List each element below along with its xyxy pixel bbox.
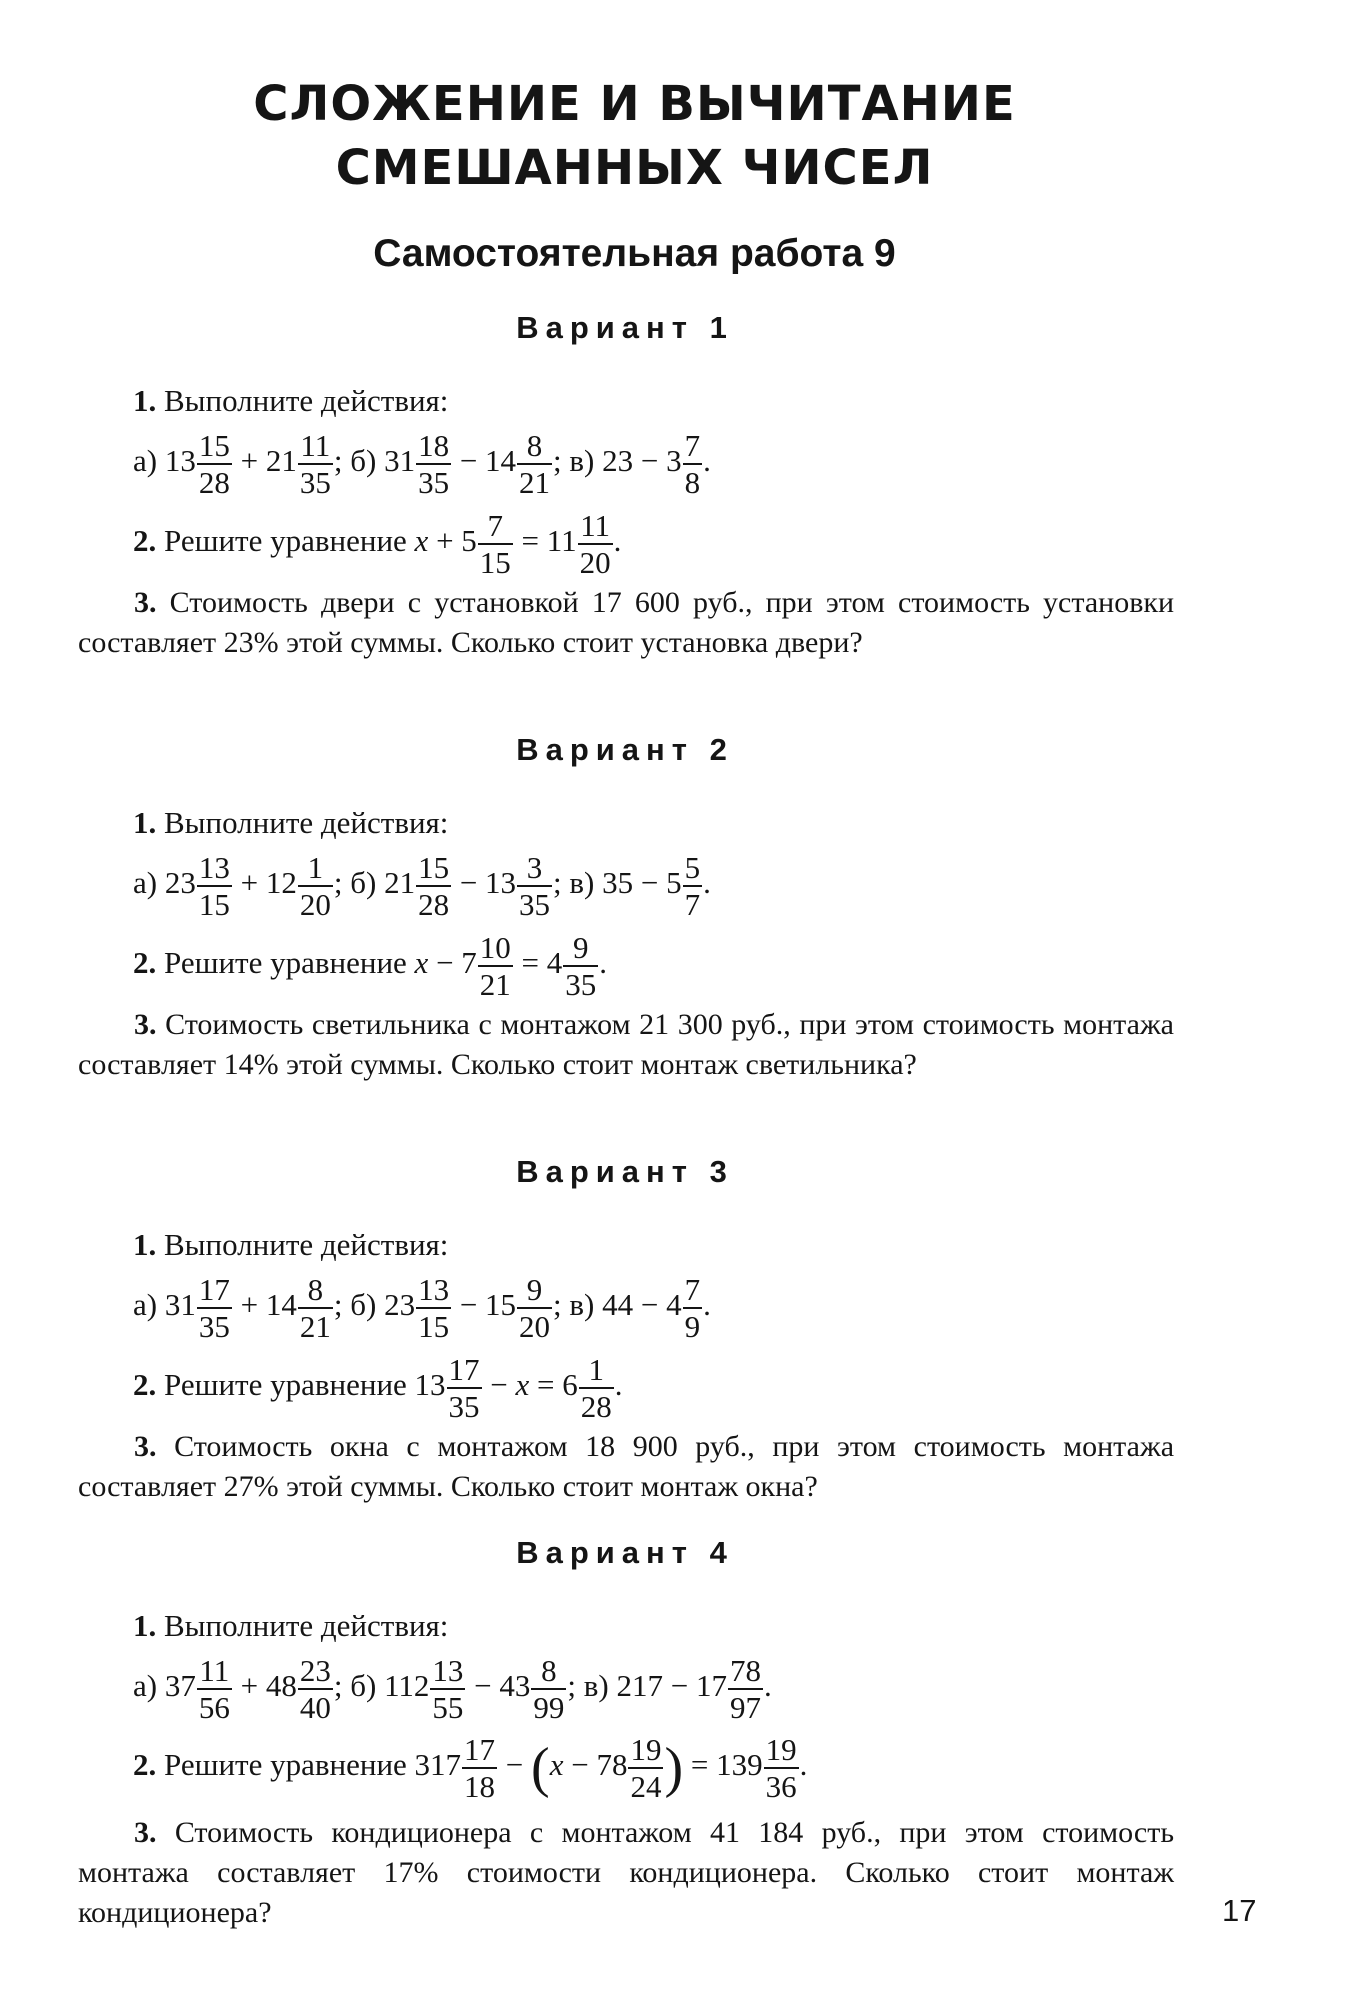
variant-3-task-1-expressions: а) 31 $\frac{17}{35}$ + 14 $\frac{8}{21}$ ; б) 23 $\frac{13}{15}$ − 15 $\frac{9}{20}$ ; в) 44 − 4 $\frac{7}{9}$ . <box>133 1272 711 1344</box>
fraction: $\frac{8}{21}$ <box>299 1272 331 1344</box>
fraction: $\frac{11}{35}$ <box>299 428 331 500</box>
variant-2-task-1-heading: 1. Выполните действия: <box>133 805 449 840</box>
variant-4-task-1-heading: 1. Выполните действия: <box>133 1608 449 1643</box>
fraction: $\frac{15}{28}$ <box>418 850 450 922</box>
variant-3-title: Вариант 3 <box>516 1154 734 1189</box>
variant-2-task-2: 2. Решите уравнение x − 7 $\frac{10}{21}$ = 4 $\frac{9}{35}$ . <box>133 930 608 1002</box>
variant-3-task-1-heading: 1. Выполните действия: <box>133 1227 449 1262</box>
work-title: Самостоятельная работа 9 <box>373 232 896 275</box>
fraction: $\frac{1}{20}$ <box>299 850 331 922</box>
fraction: $\frac{7}{9}$ <box>684 1272 701 1344</box>
chapter-title <box>0 72 1269 200</box>
variant-1-task-3: 3. Стоимость двери с установкой 17 600 руб., при этом стоимость установки составляет 23% этой суммы. Сколько стоит установка двери? <box>78 586 1175 659</box>
fraction: $\frac{9}{20}$ <box>519 1272 551 1344</box>
variant-4-task-1-expressions: а) 37 $\frac{11}{56}$ + 48 $\frac{23}{40}$ ; б) 112 $\frac{13}{55}$ − 43 $\frac{8}{99}$ ; в) 217 − 17 $\frac{78}{97}$ . <box>133 1653 772 1725</box>
fraction: $\frac{3}{35}$ <box>519 850 551 922</box>
fraction: $\frac{78}{97}$ <box>729 1653 761 1725</box>
fraction: $\frac{1}{28}$ <box>580 1352 612 1424</box>
fraction: $\frac{8}{99}$ <box>533 1653 565 1725</box>
fraction: $\frac{13}{15}$ <box>198 850 230 922</box>
variant-1-title: Вариант 1 <box>516 310 734 345</box>
fraction: $\frac{17}{35}$ <box>448 1352 480 1424</box>
fraction: $\frac{17}{35}$ <box>198 1272 230 1344</box>
fraction: $\frac{19}{36}$ <box>765 1732 797 1804</box>
variant-2-task-3: 3. Стоимость светильника с монтажом 21 300 руб., при этом стоимость монтажа составляет 14% этой суммы. Сколько стоит монтаж светильника? <box>78 1008 1174 1081</box>
variant-2-title: Вариант 2 <box>516 732 734 767</box>
variant-3-task-3: 3. Стоимость окна с монтажом 18 900 руб., при этом стоимость монтажа составляет 27% этой суммы. Сколько стоит монтаж окна? <box>78 1430 1175 1503</box>
variant-4-title: Вариант 4 <box>516 1535 734 1570</box>
fraction: $\frac{9}{35}$ <box>565 930 597 1002</box>
fraction: $\frac{17}{18}$ <box>464 1732 496 1804</box>
fraction: $\frac{15}{28}$ <box>198 428 230 500</box>
fraction: $\frac{7}{15}$ <box>479 508 511 580</box>
fraction: $\frac{10}{21}$ <box>479 930 511 1002</box>
fraction: $\frac{8}{21}$ <box>519 428 551 500</box>
page-number: 17 <box>1222 1893 1257 1928</box>
fraction: $\frac{18}{35}$ <box>418 428 450 500</box>
variant-1-task-2: 2. Решите уравнение x + 5 $\frac{7}{15}$ = 11 $\frac{11}{20}$ . <box>133 508 622 580</box>
fraction: $\frac{11}{56}$ <box>198 1653 230 1725</box>
variant-1-task-1-heading: 1. Выполните действия: <box>133 383 449 418</box>
chapter-title-line1: СЛОЖЕНИЕ И ВЫЧИТАНИЕ <box>253 76 1016 132</box>
fraction: $\frac{5}{7}$ <box>684 850 701 922</box>
fraction: $\frac{23}{40}$ <box>299 1653 331 1725</box>
fraction: $\frac{19}{24}$ <box>630 1732 662 1804</box>
fraction: $\frac{11}{20}$ <box>579 508 611 580</box>
variant-3-task-2: 2. Решите уравнение 13 $\frac{17}{35}$ − x = 6 $\frac{1}{28}$ . <box>133 1352 623 1424</box>
fraction: $\frac{7}{8}$ <box>684 428 701 500</box>
fraction: $\frac{13}{55}$ <box>432 1653 464 1725</box>
variant-4-task-2: 2. Решите уравнение 317 $\frac{17}{18}$ − (x − 78 $\frac{19}{24}$ ) = 139 $\frac{19}{36}$ . <box>133 1732 808 1804</box>
variant-4-task-3: 3. Стоимость кондиционера с монтажом 41 184 руб., при этом стоимость монтажа составляет 17% стоимости кондиционера. Сколько стоит монтаж кондиционера? <box>78 1816 1175 1929</box>
chapter-title-line2: СМЕШАННЫХ ЧИСЕЛ <box>335 140 934 196</box>
variant-2-task-1-expressions: а) 23 $\frac{13}{15}$ + 12 $\frac{1}{20}$ ; б) 21 $\frac{15}{28}$ − 13 $\frac{3}{35}$ ; в) 35 − 5 $\frac{5}{7}$ . <box>133 850 711 922</box>
fraction: $\frac{13}{15}$ <box>418 1272 450 1344</box>
variant-1-task-1-expressions: а) 13 $\frac{15}{28}$ + 21 $\frac{11}{35}$ ; б) 31 $\frac{18}{35}$ − 14 $\frac{8}{21}$ ; в) 23 − 3 $\frac{7}{8}$ . <box>133 428 711 500</box>
